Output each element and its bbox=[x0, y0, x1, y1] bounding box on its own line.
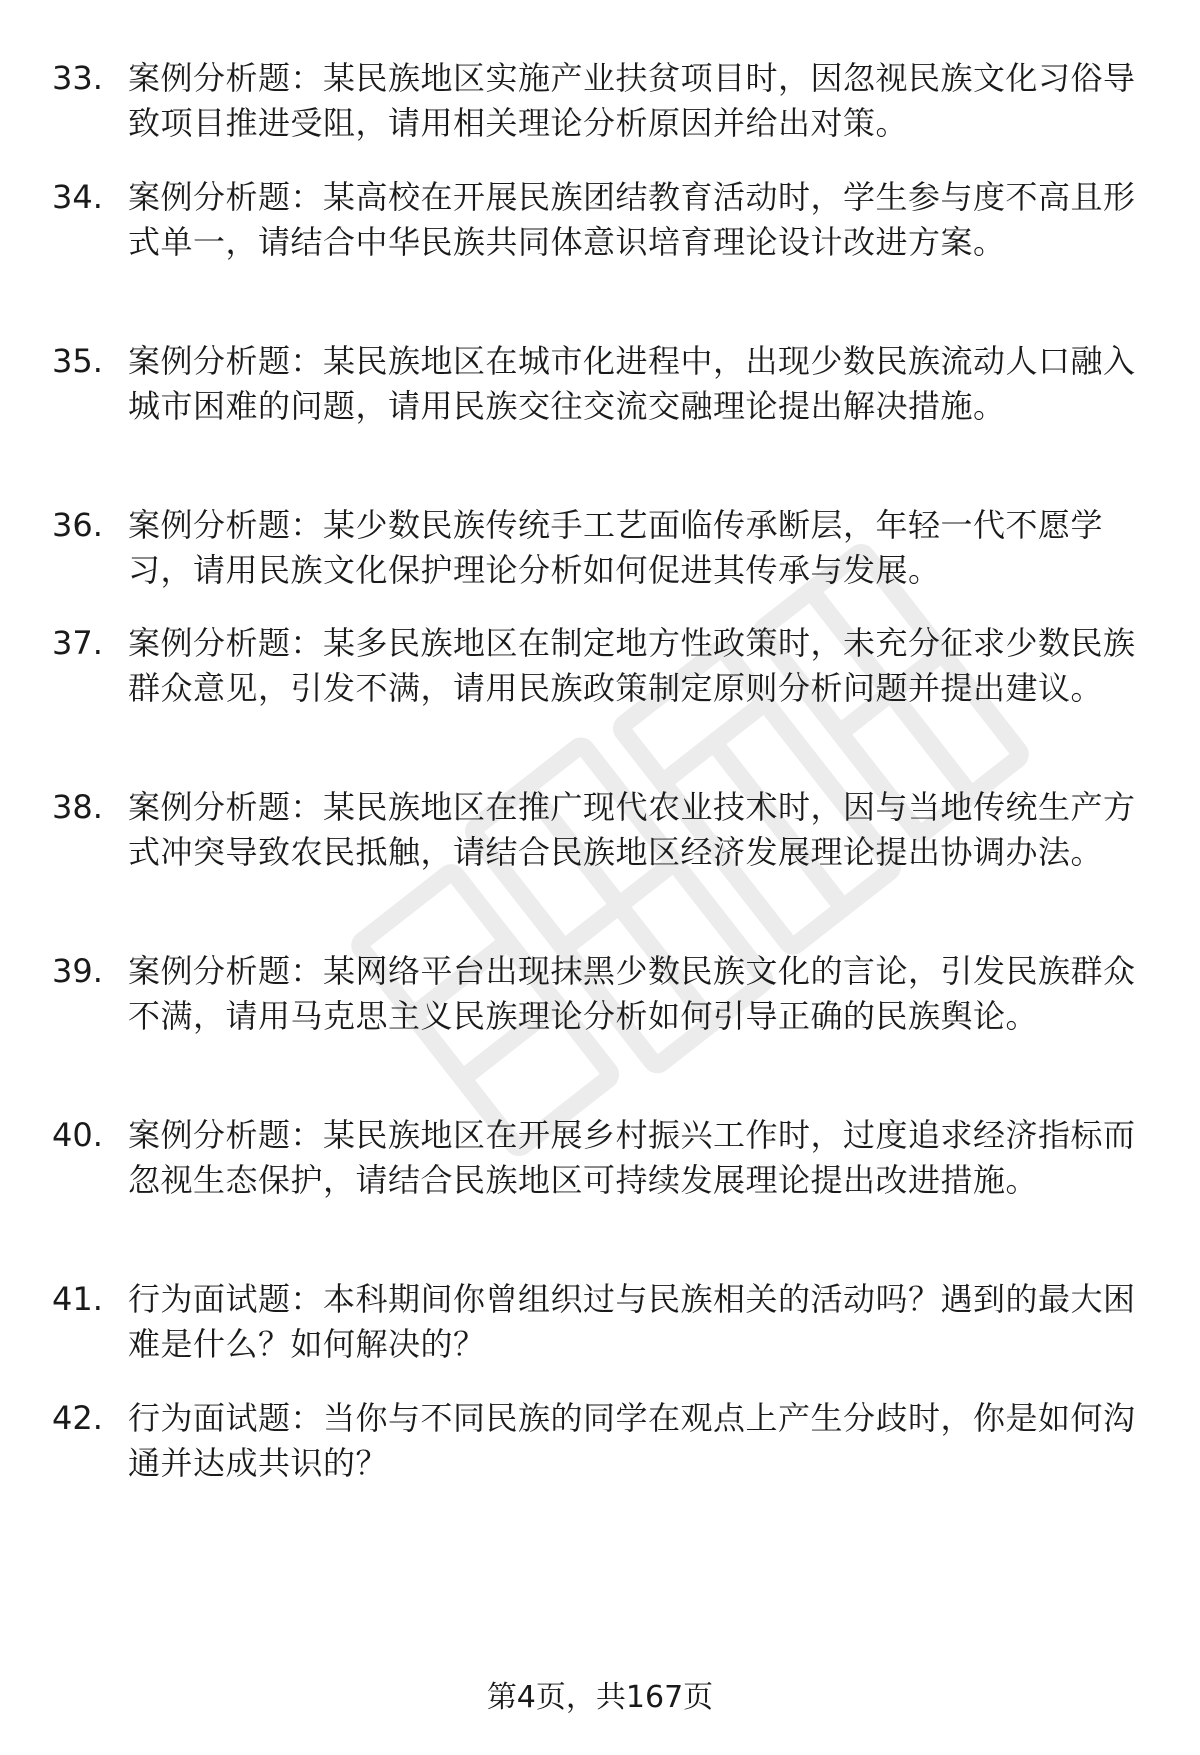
question-number: 40. bbox=[52, 1116, 103, 1154]
question-text: 案例分析题：某民族地区在开展乡村振兴工作时，过度追求经济指标而忽视生态保护，请结合民族地区可持续发展理论提出改进措施。 bbox=[128, 1116, 1136, 1199]
page-number: 第4页，共167页 bbox=[486, 1680, 714, 1715]
question-number: 36. bbox=[52, 506, 103, 544]
question-text: 案例分析题：某高校在开展民族团结教育活动时，学生参与度不高且形式单一，请结合中华民族共同体意识培育理论设计改进方案。 bbox=[128, 178, 1136, 261]
question-number: 33. bbox=[52, 59, 103, 97]
question-number: 38. bbox=[52, 788, 103, 826]
question-text: 行为面试题：当你与不同民族的同学在观点上产生分歧时，你是如何沟通并达成共识的？ bbox=[128, 1399, 1136, 1482]
question-number: 39. bbox=[52, 952, 103, 990]
question-text: 案例分析题：某民族地区在城市化进程中，出现少数民族流动人口融入城市困难的问题，请用民族交往交流交融理论提出解决措施。 bbox=[128, 342, 1136, 425]
question-text: 案例分析题：某民族地区实施产业扶贫项目时，因忽视民族文化习俗导致项目推进受阻，请用相关理论分析原因并给出对策。 bbox=[128, 59, 1136, 142]
question-text: 行为面试题：本科期间你曾组织过与民族相关的活动吗？遇到的最大困难是什么？如何解决的？ bbox=[128, 1280, 1136, 1363]
question-text: 案例分析题：某少数民族传统手工艺面临传承断层，年轻一代不愿学习，请用民族文化保护理论分析如何促进其传承与发展。 bbox=[128, 506, 1104, 589]
question-number: 41. bbox=[52, 1280, 103, 1318]
question-text: 案例分析题：某民族地区在推广现代农业技术时，因与当地传统生产方式冲突导致农民抵触，请结合民族地区经济发展理论提出协调办法。 bbox=[128, 788, 1136, 871]
question-text: 案例分析题：某网络平台出现抹黑少数民族文化的言论，引发民族群众不满，请用马克思主义民族理论分析如何引导正确的民族舆论。 bbox=[128, 952, 1136, 1035]
question-number: 42. bbox=[52, 1399, 103, 1437]
question-number: 37. bbox=[52, 624, 103, 662]
question-number: 35. bbox=[52, 342, 103, 380]
question-number: 34. bbox=[52, 178, 103, 216]
question-text: 案例分析题：某多民族地区在制定地方性政策时，未充分征求少数民族群众意见，引发不满，请用民族政策制定原则分析问题并提出建议。 bbox=[128, 624, 1136, 707]
